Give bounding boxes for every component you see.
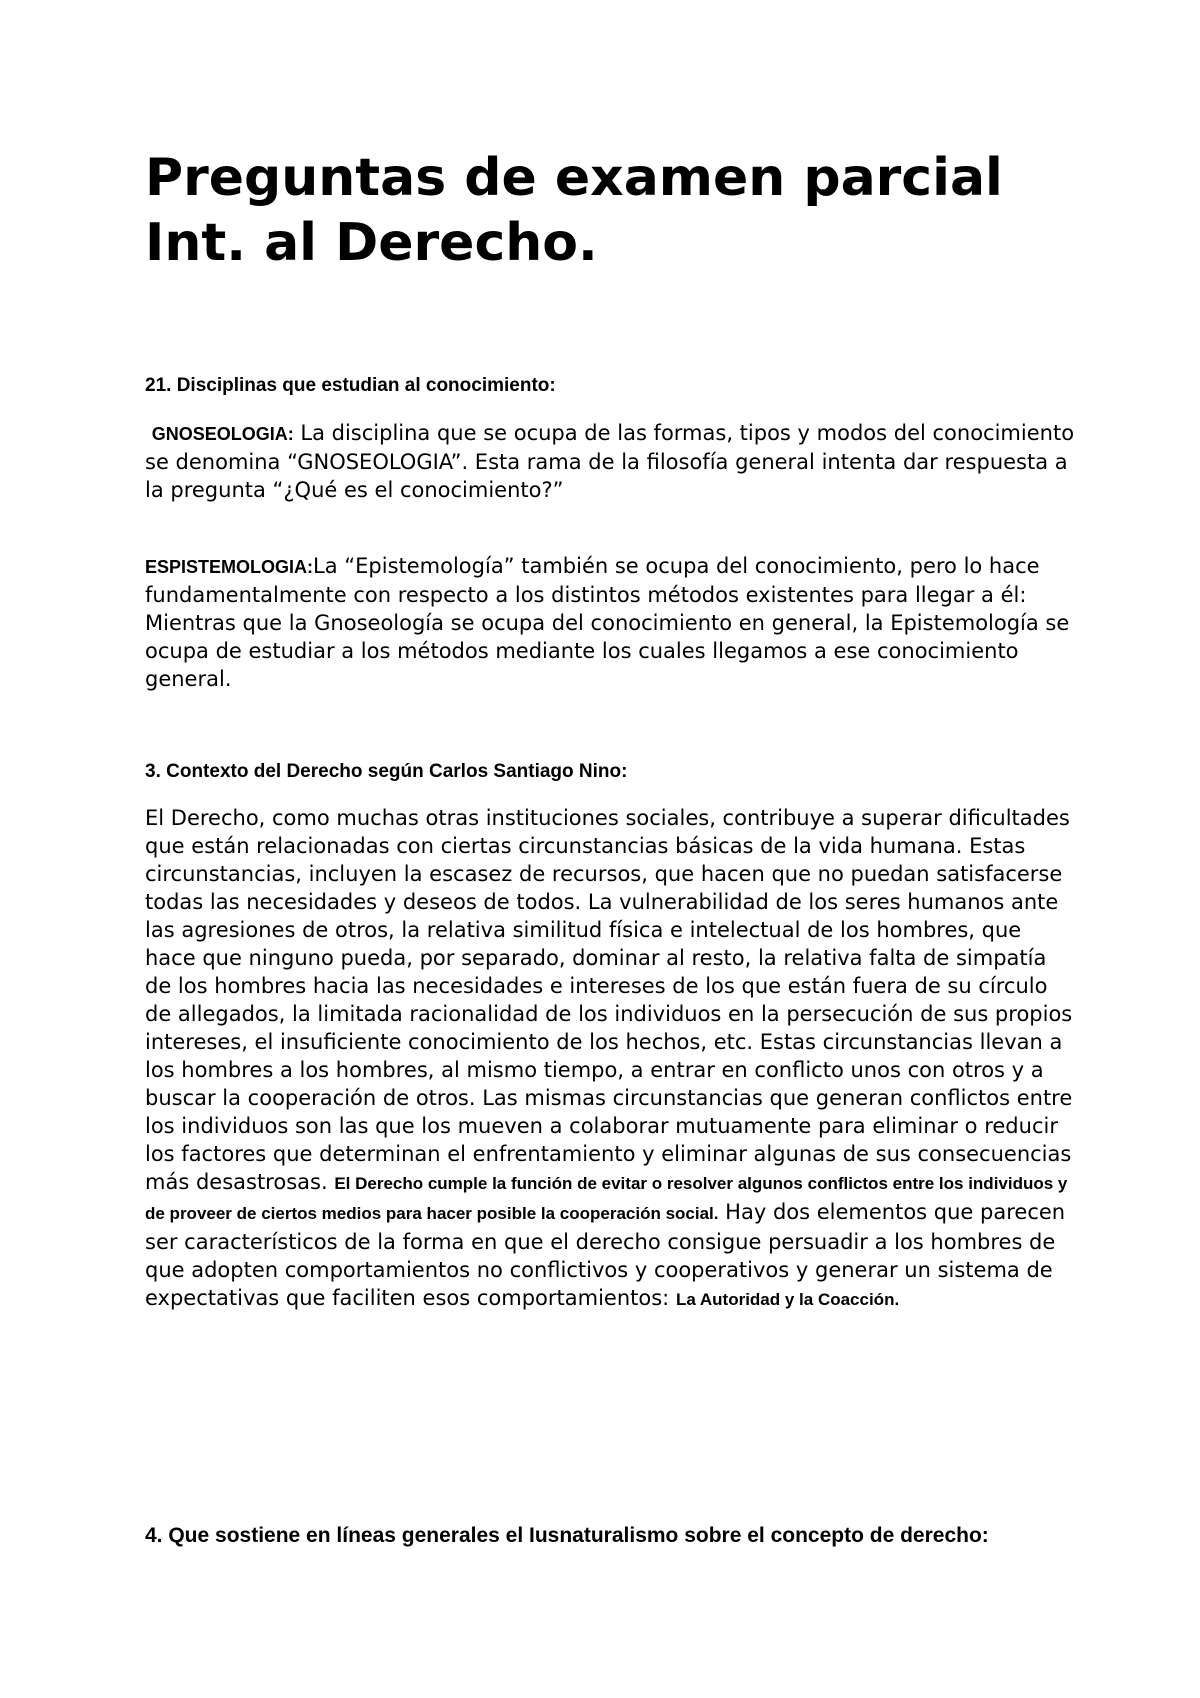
section-3-heading: 3. Contexto del Derecho según Carlos Santiago Nino: bbox=[145, 761, 628, 782]
section-3-text-2: Hay dos elementos que parecen ser característicos de la forma en que el derecho consigue persuadir a los hombres de que adopten comportamientos no conflictivos y cooperativos y generar un sistema de expectativas que faciliten esos comportamientos: bbox=[145, 1200, 1066, 1310]
section-3-text-1: El Derecho, como muchas otras instituciones sociales, contribuye a superar dificultades que están relacionadas con ciertas circunstancias básicas de la vida humana. Estas circunstancias, incluyen la escasez de recursos, que hacen que no puedan satisfacerse todas las necesidades y deseos de todos. La vulnerabilidad de los seres humanos ante las agresiones de otros, la relativa similitud física e intelectual de los hombres, que hace que ninguno pueda, por separado, dominar al resto, la relativa falta de simpatía de los hombres hacia las necesidades e intereses de los que están fuera de su círculo de allegados, la limitada racionalidad de los individuos en la persecución de sus propios intereses, el insuficiente conocimiento de los hechos, etc. Estas circunstancias llevan a los hombres a los hombres, al mismo tiempo, a entrar en conflicto unos con otros y a buscar la cooperación de otros. Las mismas circunstancias que generan conflictos entre los individuos son las que los mueven a colaborar mutuamente para eliminar o reducir los factores que determinan el enfrentamiento y eliminar algunas de sus consecuencias más desastrosas. bbox=[145, 806, 1073, 1194]
title-line-2: Int. al Derecho. bbox=[145, 213, 598, 273]
epistemologia-paragraph bbox=[145, 552, 1075, 693]
title-line-1: Preguntas de examen parcial bbox=[145, 148, 1003, 208]
section-21-heading: 21. Disciplinas que estudian al conocimiento: bbox=[145, 375, 556, 396]
epistemologia-text: La “Epistemología” también se ocupa del conocimiento, pero lo hace fundamentalmente con respecto a los distintos métodos existentes para llegar a él: Mientras que la Gnoseología se ocupa del conocimiento en general, la Epistemología se ocupa de estudiar a los métodos mediante los cuales llegamos a ese conocimiento general. bbox=[145, 554, 1070, 691]
section-3-bold-1: El Derecho cumple la función de evitar o resolver algunos conflictos entre los individuos y de proveer de ciertos medios para hacer posible la cooperación social. bbox=[145, 1174, 1068, 1223]
document-title bbox=[145, 146, 1105, 276]
section-3-paragraph bbox=[145, 804, 1075, 1314]
gnoseologia-term: GNOSEOLOGIA: bbox=[151, 424, 294, 444]
gnoseologia-paragraph bbox=[145, 419, 1075, 504]
gnoseologia-text: La disciplina que se ocupa de las formas, tipos y modos del conocimiento se denomina “GNOSEOLOGIA”. Esta rama de la filosofía general intenta dar respuesta a la pregunta “¿Qué es el conocimiento?” bbox=[145, 421, 1075, 502]
epistemologia-term: ESPISTEMOLOGIA: bbox=[145, 557, 314, 577]
section-4-heading: 4. Que sostiene en líneas generales el Iusnaturalismo sobre el concepto de derecho: bbox=[145, 1524, 989, 1547]
section-3-bold-2: La Autoridad y la Coacción. bbox=[675, 1290, 900, 1309]
